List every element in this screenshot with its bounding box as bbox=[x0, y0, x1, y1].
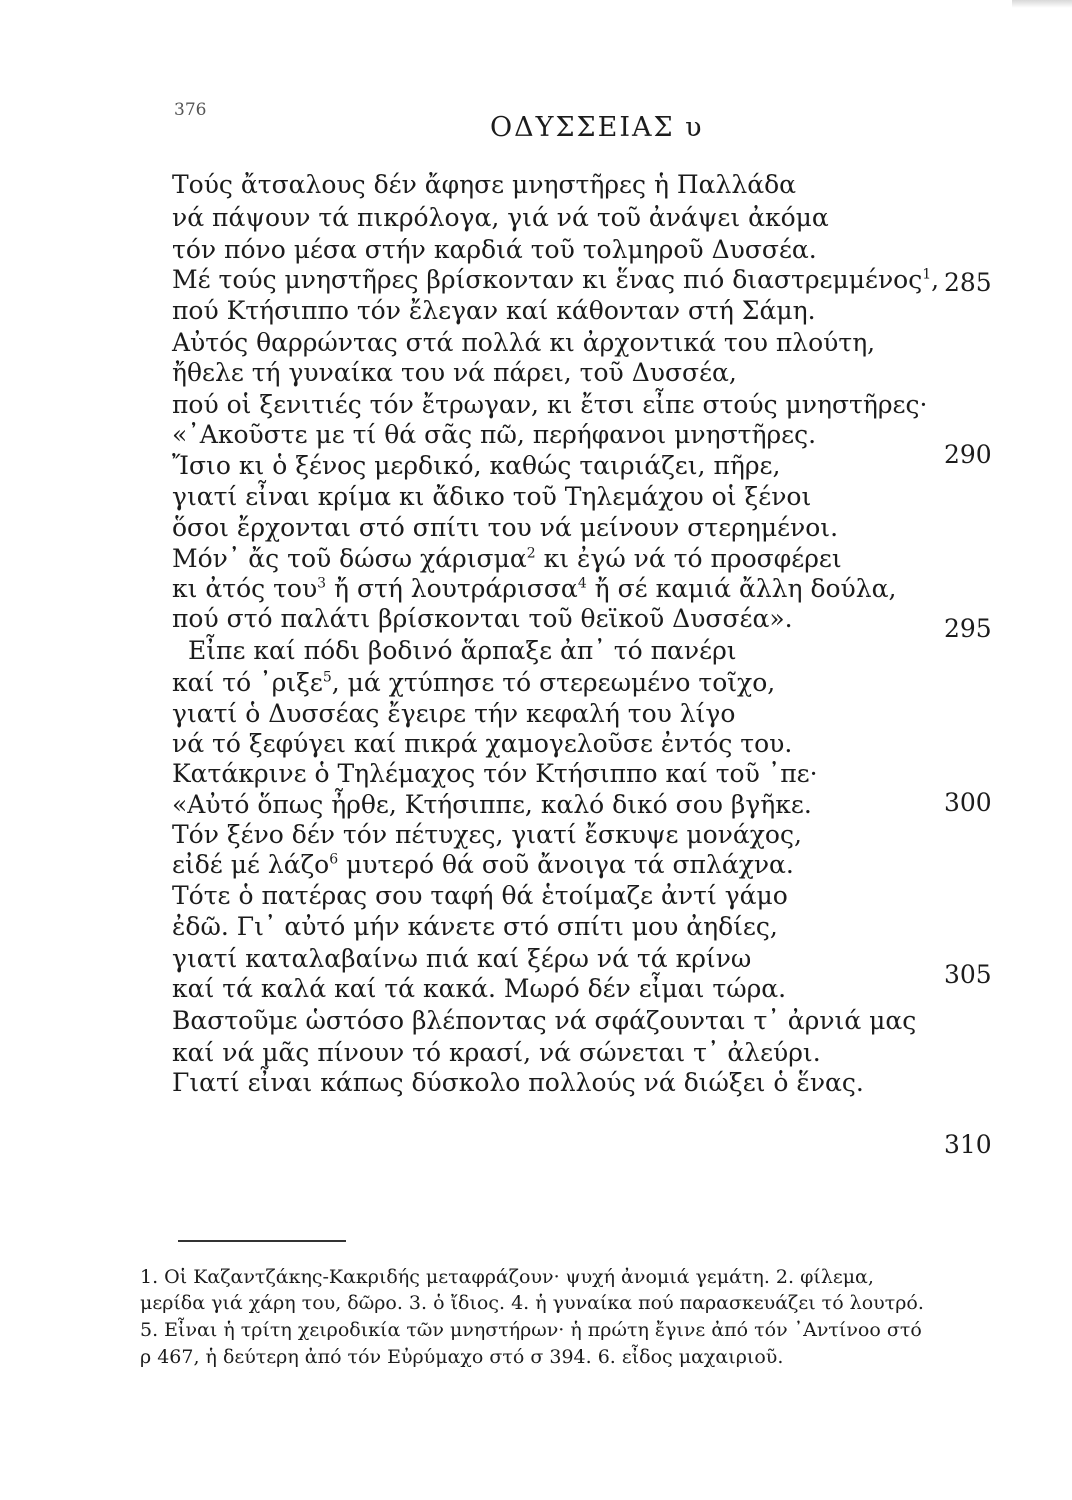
verse-text: γιατί ὁ Δυσσέας ἔγειρε τήν κεφαλή του λίγο bbox=[172, 699, 736, 728]
verse-text: ἤθελε τή γυναίκα του νά πάρει, τοῦ Δυσσέα, bbox=[172, 358, 737, 387]
verse-text: πού στό παλάτι βρίσκονται τοῦ θεϊκοῦ Δυσσέα». bbox=[172, 604, 793, 633]
footnote-rule bbox=[178, 1240, 346, 1242]
line-number: 295 bbox=[944, 614, 992, 643]
verse-text: καί τό ᾿ριξε bbox=[172, 668, 323, 697]
verse-text: Εἶπε καί πόδι βοδινό ἅρπαξε ἀπ᾿ τό πανέρι bbox=[188, 636, 737, 665]
verse-text: πού οἱ ξενιτιές τόν ἔτρωγαν, κι ἔτσι εἶπε στούς μνηστῆρες· bbox=[172, 390, 928, 419]
verse-line bbox=[172, 482, 811, 512]
verse-line bbox=[172, 451, 780, 481]
verse-line bbox=[172, 974, 786, 1004]
verse-line bbox=[172, 513, 838, 543]
verse-line bbox=[172, 699, 735, 729]
verse-text: Τότε ὁ πατέρας σου ταφή θά ἑτοίμαζε ἀντί γάμο bbox=[172, 881, 788, 910]
verse-text: νά τό ξεφύγει καί πικρά χαμογελοῦσε ἐντός του. bbox=[172, 729, 793, 758]
verse-text: νά πάψουν τά πικρόλογα, γιά νά τοῦ ἀνάψει ἀκόμα bbox=[172, 203, 829, 232]
verse-text: καί τά καλά καί τά κακά. Μωρό δέν εἶμαι τώρα. bbox=[172, 974, 787, 1003]
verse-line bbox=[172, 170, 796, 200]
line-number: 310 bbox=[944, 1130, 992, 1159]
verse-line bbox=[172, 820, 802, 850]
verse-line bbox=[172, 850, 794, 880]
verse-line bbox=[172, 729, 792, 759]
verse-line bbox=[172, 544, 842, 574]
verse-line bbox=[172, 235, 817, 265]
verse-line bbox=[172, 668, 775, 698]
verse-text: Αὐτός θαρρώντας στά πολλά κι ἀρχοντικά του πλούτη, bbox=[172, 328, 876, 357]
footnote-marker: 5 bbox=[322, 669, 332, 686]
verse-text: Μέ τούς μνηστῆρες βρίσκονταν κι ἕνας πιό διαστρεμμένος bbox=[172, 265, 923, 294]
line-number: 290 bbox=[944, 440, 992, 469]
verse-text: , bbox=[931, 265, 940, 294]
verse-line bbox=[172, 604, 793, 634]
verse-text: μυτερό θά σοῦ ἄνοιγα τά σπλάχνα. bbox=[338, 850, 794, 879]
scan-edge-mark bbox=[1012, 0, 1072, 8]
footnote-marker: 6 bbox=[329, 851, 339, 868]
verse-text: Ἴσιο κι ὁ ξένος μερδικό, καθώς ταιριάζει, πῆρε, bbox=[172, 451, 781, 480]
verse-text: εἰδέ μέ λάζο bbox=[172, 850, 330, 879]
verse-text: κι ἐγώ νά τό προσφέρει bbox=[535, 544, 842, 573]
verse-text: Μόν᾿ ἄς τοῦ δώσω χάρισμα bbox=[172, 544, 527, 573]
page-number: 376 bbox=[174, 100, 207, 120]
verse-line bbox=[172, 881, 788, 911]
verse-text: , μά χτύπησε τό στερεωμένο τοῖχο, bbox=[331, 668, 776, 697]
verse-line bbox=[172, 574, 896, 604]
verse-text: ὅσοι ἔρχονται στό σπίτι του νά μείνουν στερημένοι. bbox=[172, 513, 839, 542]
footnote-line: μερίδα γιά χάρη του, δῶρο. 3. ὁ ἴδιος. 4. ἡ γυναίκα πού παρασκευάζει τό λουτρό. bbox=[140, 1292, 924, 1314]
verse-text: Τούς ἄτσαλους δέν ἄφησε μνηστῆρες ἡ Παλλάδα bbox=[172, 170, 797, 199]
verse-line bbox=[172, 390, 927, 420]
verse-line bbox=[172, 790, 812, 820]
verse-line bbox=[172, 328, 875, 358]
verse-line bbox=[172, 358, 737, 388]
footnote-line: 1. Οἱ Καζαντζάκης-Κακριδής μεταφράζουν· ψυχή ἀνομιά γεμάτη. 2. φίλεμα, bbox=[140, 1266, 874, 1288]
verse-text: ἤ σέ καμιά ἄλλη δούλα, bbox=[586, 574, 897, 603]
verse-line bbox=[172, 1006, 916, 1036]
line-number: 285 bbox=[944, 268, 992, 297]
running-head: ΟΔΥΣΣΕΙΑΣ υ bbox=[490, 112, 704, 143]
verse-text: Κατάκρινε ὁ Τηλέμαχος τόν Κτήσιππο καί τοῦ ᾿πε· bbox=[172, 759, 818, 788]
verse-text: «Αὐτό ὅπως ἦρθε, Κτήσιππε, καλό δικό σου βγῆκε. bbox=[172, 790, 812, 819]
verse-line bbox=[172, 944, 751, 974]
footnote-line: ρ 467, ἡ δεύτερη ἀπό τόν Εὐρύμαχο στό σ 394. 6. εἶδος μαχαιριοῦ. bbox=[140, 1346, 784, 1368]
verse-text: Τόν ξένο δέν τόν πέτυχες, γιατί ἔσκυψε μονάχος, bbox=[172, 820, 802, 849]
verse-text: ἤ στή λουτράρισσα bbox=[326, 574, 578, 603]
verse-text: καί νά μᾶς πίνουν τό κρασί, νά σώνεται τ᾿ ἀλεύρι. bbox=[172, 1038, 821, 1067]
verse-line bbox=[172, 296, 816, 326]
verse-text: ἐδῶ. Γι᾿ αὐτό μήν κάνετε στό σπίτι μου ἀηδίες, bbox=[172, 912, 778, 941]
verse-line bbox=[188, 636, 737, 666]
verse-text: γιατί εἶναι κρίμα κι ἄδικο τοῦ Τηλεμάχου οἱ ξένοι bbox=[172, 482, 812, 511]
verse-text: τόν πόνο μέσα στήν καρδιά τοῦ τολμηροῦ Δυσσέα. bbox=[172, 235, 817, 264]
verse-line bbox=[172, 912, 778, 942]
verse-line bbox=[172, 1038, 821, 1068]
verse-line bbox=[172, 420, 816, 450]
verse-line bbox=[172, 1068, 864, 1098]
verse-text: κι ἀτός του bbox=[172, 574, 318, 603]
footnote-marker: 2 bbox=[526, 545, 536, 562]
footnote-marker: 1 bbox=[922, 266, 932, 283]
footnote-marker: 4 bbox=[577, 575, 587, 592]
verse-text: πού Κτήσιππο τόν ἔλεγαν καί κάθονταν στή Σάμη. bbox=[172, 296, 816, 325]
verse-text: γιατί καταλαβαίνω πιά καί ξέρω νά τά κρίνω bbox=[172, 944, 752, 973]
line-number: 300 bbox=[944, 788, 992, 817]
footnote-line: 5. Εἶναι ἡ τρίτη χειροδικία τῶν μνηστήρων· ἡ πρώτη ἔγινε ἀπό τόν ᾿Αντίνοο στό bbox=[140, 1319, 922, 1341]
verse-line bbox=[172, 265, 939, 295]
verse-line bbox=[172, 759, 818, 789]
verse-text: «᾿Ακοῦστε με τί θά σᾶς πῶ, περήφανοι μνηστῆρες. bbox=[172, 420, 817, 449]
footnote-marker: 3 bbox=[317, 575, 327, 592]
verse-text: Βαστοῦμε ὡστόσο βλέποντας νά σφάζουνται τ᾿ ἀρνιά μας bbox=[172, 1006, 917, 1035]
verse-text: Γιατί εἶναι κάπως δύσκολο πολλούς νά διώξει ὁ ἕνας. bbox=[172, 1068, 864, 1097]
verse-line bbox=[172, 203, 829, 233]
line-number: 305 bbox=[944, 960, 992, 989]
